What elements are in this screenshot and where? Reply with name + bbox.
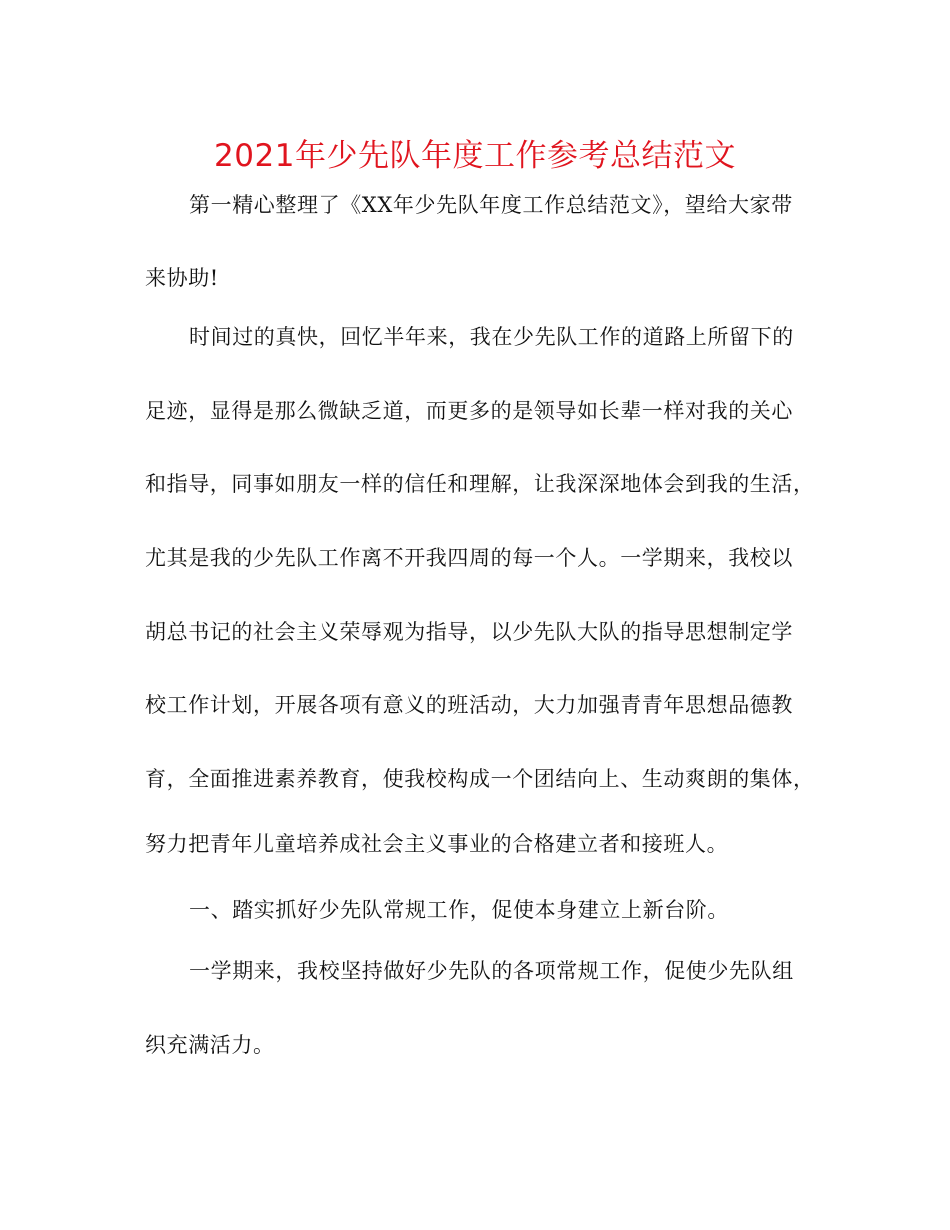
section-heading-line: 一、踏实抓好少先队常规工作，促使本身建立上新台阶。 xyxy=(189,898,729,922)
paragraph-line-1: 第一精心整理了《XX年少先队年度工作总结范文》，望给大家带 xyxy=(189,193,793,217)
paragraph-line-6: 尤其是我的少先队工作离不开我四周的每一个人。一学期来，我校以 xyxy=(145,546,793,570)
document-title: 2021年少先队年度工作参考总结范文 xyxy=(214,138,736,174)
paragraph-line-8: 校工作计划，开展各项有意义的班活动，大力加强青青年思想品德教 xyxy=(145,693,793,717)
paragraph-line-7: 胡总书记的社会主义荣辱观为指导，以少先队大队的指导思想制定学 xyxy=(145,620,793,644)
paragraph-line-2: 来协助! xyxy=(145,266,219,290)
paragraph-line-9: 育，全面推进素养教育，使我校构成一个团结向上、生动爽朗的集体， xyxy=(145,767,815,791)
paragraph-line-10: 努力把青年儿童培养成社会主义事业的合格建立者和接班人。 xyxy=(145,832,729,856)
paragraph-line-13: 织充满活力。 xyxy=(145,1033,275,1057)
paragraph-line-5: 和指导，同事如朋友一样的信任和理解，让我深深地体会到我的生活， xyxy=(145,472,815,496)
paragraph-line-12: 一学期来，我校坚持做好少先队的各项常规工作，促使少先队组 xyxy=(189,959,794,983)
paragraph-line-3: 时间过的真快，回忆半年来，我在少先队工作的道路上所留下的 xyxy=(189,325,794,349)
paragraph-line-4: 足迹，显得是那么微缺乏道，而更多的是领导如长辈一样对我的关心 xyxy=(145,399,793,423)
